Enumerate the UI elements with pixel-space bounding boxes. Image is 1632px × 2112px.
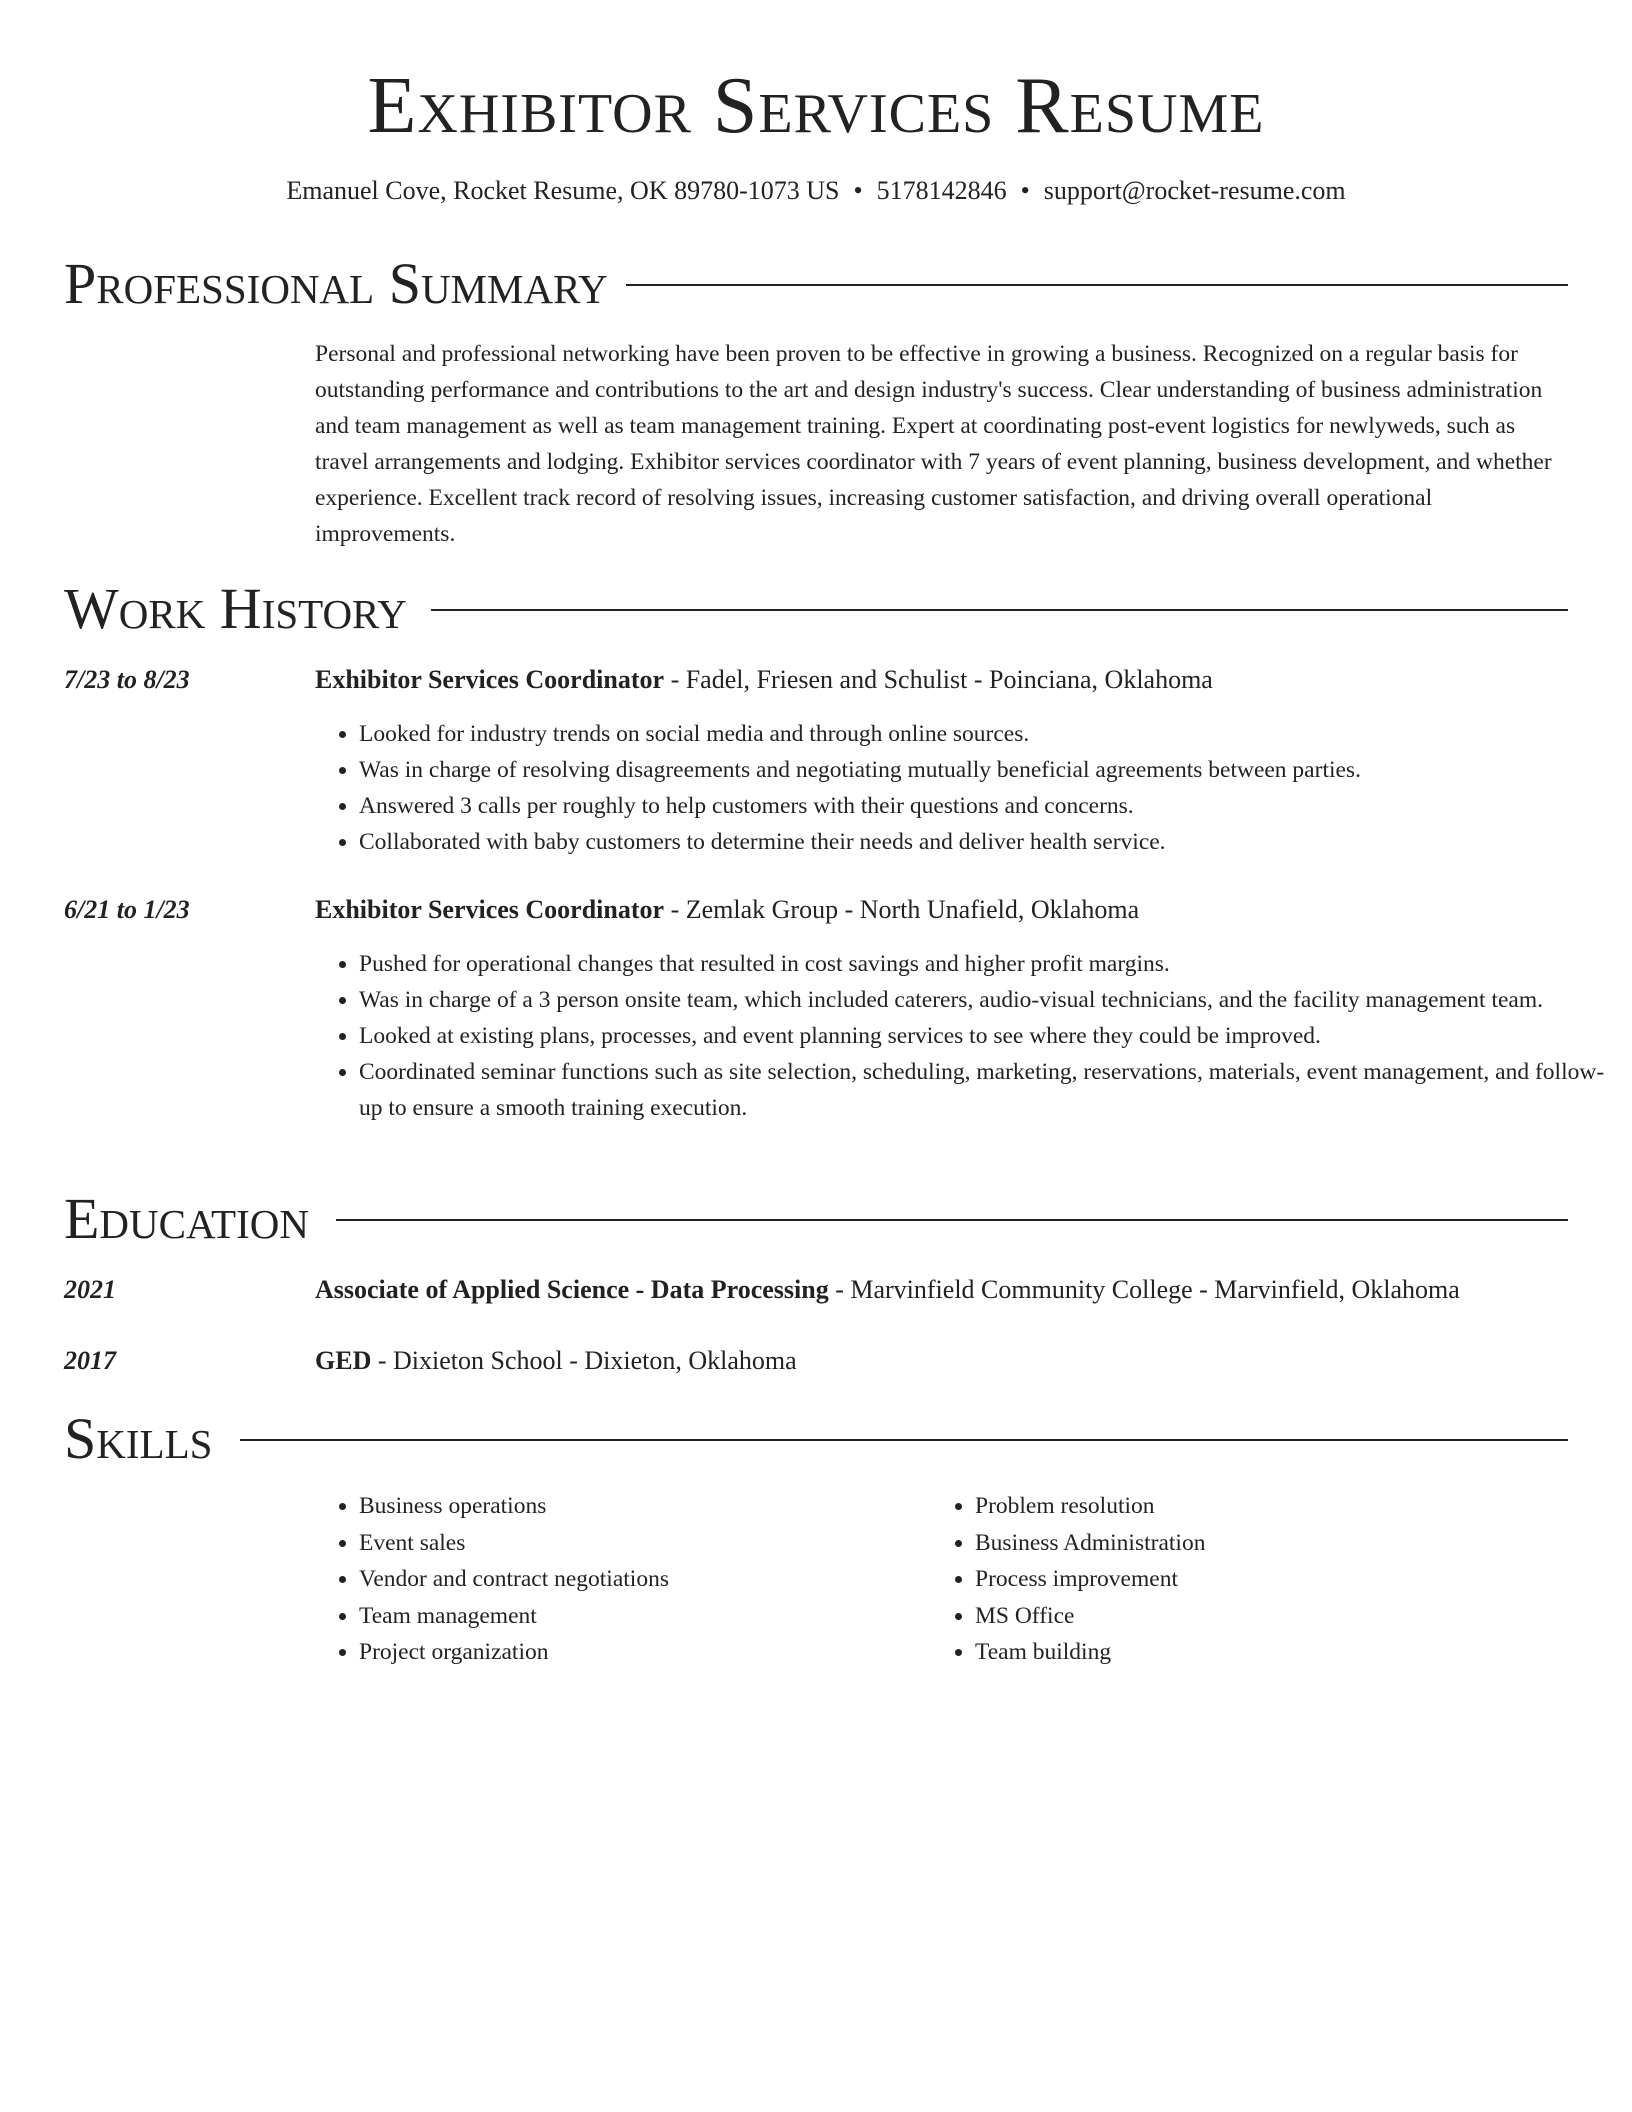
education-school: - Marvinfield Community College - Marvinfield, Oklahoma [828, 1275, 1460, 1304]
job-title: Exhibitor Services Coordinator [315, 665, 665, 694]
section-title-work-history: Work History [64, 576, 407, 641]
skill-item: • Project organization [359, 1634, 919, 1671]
skill-item: • Business operations [359, 1488, 919, 1525]
education-school: - Dixieton School - Dixieton, Oklahoma [371, 1346, 797, 1375]
section-header-skills [64, 1406, 1568, 1472]
education-year: 2017 [64, 1346, 116, 1375]
list-item: • Collaborated with baby customers to determine their needs and deliver health service. [359, 824, 1614, 860]
section-title-skills: Skills [64, 1406, 213, 1471]
list-item: • Was in charge of a 3 person onsite team, which included caterers, audio-visual technicians, and the facility management team. [359, 982, 1614, 1018]
job-heading [315, 662, 1213, 698]
section-header-education [64, 1186, 1568, 1252]
list-item: • Coordinated seminar functions such as site selection, scheduling, marketing, reservations, materials, event management, and follow-up to ensure a smooth training execution. [359, 1054, 1614, 1126]
contact-phone: 5178142846 [876, 176, 1007, 205]
job-bullets [315, 716, 1614, 860]
section-title-education: Education [64, 1186, 309, 1251]
section-divider [336, 1219, 1568, 1221]
skill-item: • MS Office [975, 1598, 1535, 1635]
skill-item: • Event sales [359, 1525, 919, 1562]
job-dates: 7/23 to 8/23 [64, 665, 190, 694]
skill-item: • Team building [975, 1634, 1535, 1671]
list-item: • Looked at existing plans, processes, and event planning services to see where they could be improved. [359, 1018, 1614, 1054]
resume-title: Exhibitor Services Resume [367, 62, 1265, 150]
skill-item: • Team management [359, 1598, 919, 1635]
job-heading [315, 892, 1139, 928]
education-year: 2021 [64, 1275, 116, 1304]
list-item: • Was in charge of resolving disagreements and negotiating mutually beneficial agreements between parties. [359, 752, 1614, 788]
section-title-summary: Professional Summary [64, 251, 608, 316]
list-item: • Answered 3 calls per roughly to help customers with their questions and concerns. [359, 788, 1614, 824]
job-employer: - Zemlak Group - North Unafield, Oklahoma [664, 895, 1140, 924]
section-header-work-history [64, 576, 1568, 642]
education-entry [315, 1272, 1460, 1308]
section-divider [626, 284, 1568, 286]
education-degree: Associate of Applied Science - Data Processing [315, 1275, 829, 1304]
job-employer: - Fadel, Friesen and Schulist - Poinciana, Oklahoma [664, 665, 1213, 694]
skills-list-left [315, 1488, 919, 1671]
contact-separator: • [1020, 176, 1030, 205]
skill-item: • Vendor and contract negotiations [359, 1561, 919, 1598]
section-divider [431, 609, 1568, 611]
education-entry [315, 1343, 797, 1379]
job-bullets [315, 946, 1614, 1126]
job-title: Exhibitor Services Coordinator [315, 895, 665, 924]
contact-separator: • [853, 176, 863, 205]
skill-item: • Problem resolution [975, 1488, 1535, 1525]
contact-address: Emanuel Cove, Rocket Resume, OK 89780-1073 US [286, 176, 840, 205]
education-degree: GED [315, 1346, 372, 1375]
contact-email: support@rocket-resume.com [1043, 176, 1346, 205]
section-divider [240, 1439, 1568, 1441]
contact-line [0, 174, 1632, 208]
skill-item: • Process improvement [975, 1561, 1535, 1598]
job-dates: 6/21 to 1/23 [64, 895, 190, 924]
list-item: • Looked for industry trends on social media and through online sources. [359, 716, 1614, 752]
list-item: • Pushed for operational changes that resulted in cost savings and higher profit margins. [359, 946, 1614, 982]
skills-list-right [931, 1488, 1535, 1671]
section-header-summary [64, 251, 1568, 317]
skill-item: • Business Administration [975, 1525, 1535, 1562]
summary-text: Personal and professional networking have been proven to be effective in growing a business. Recognized on a regular basis for outstanding performance and contributions to the art and design industry's success. Clear understanding of business administration and team management as well as team management training. Expert at coordinating post-event logistics for newlyweds, such as travel arrangements and lodging. Exhibitor services coordinator with 7 years of event planning, business development, and whether experience. Excellent track record of resolving issues, increasing customer satisfaction, and driving overall operational improvements. [315, 341, 1552, 547]
